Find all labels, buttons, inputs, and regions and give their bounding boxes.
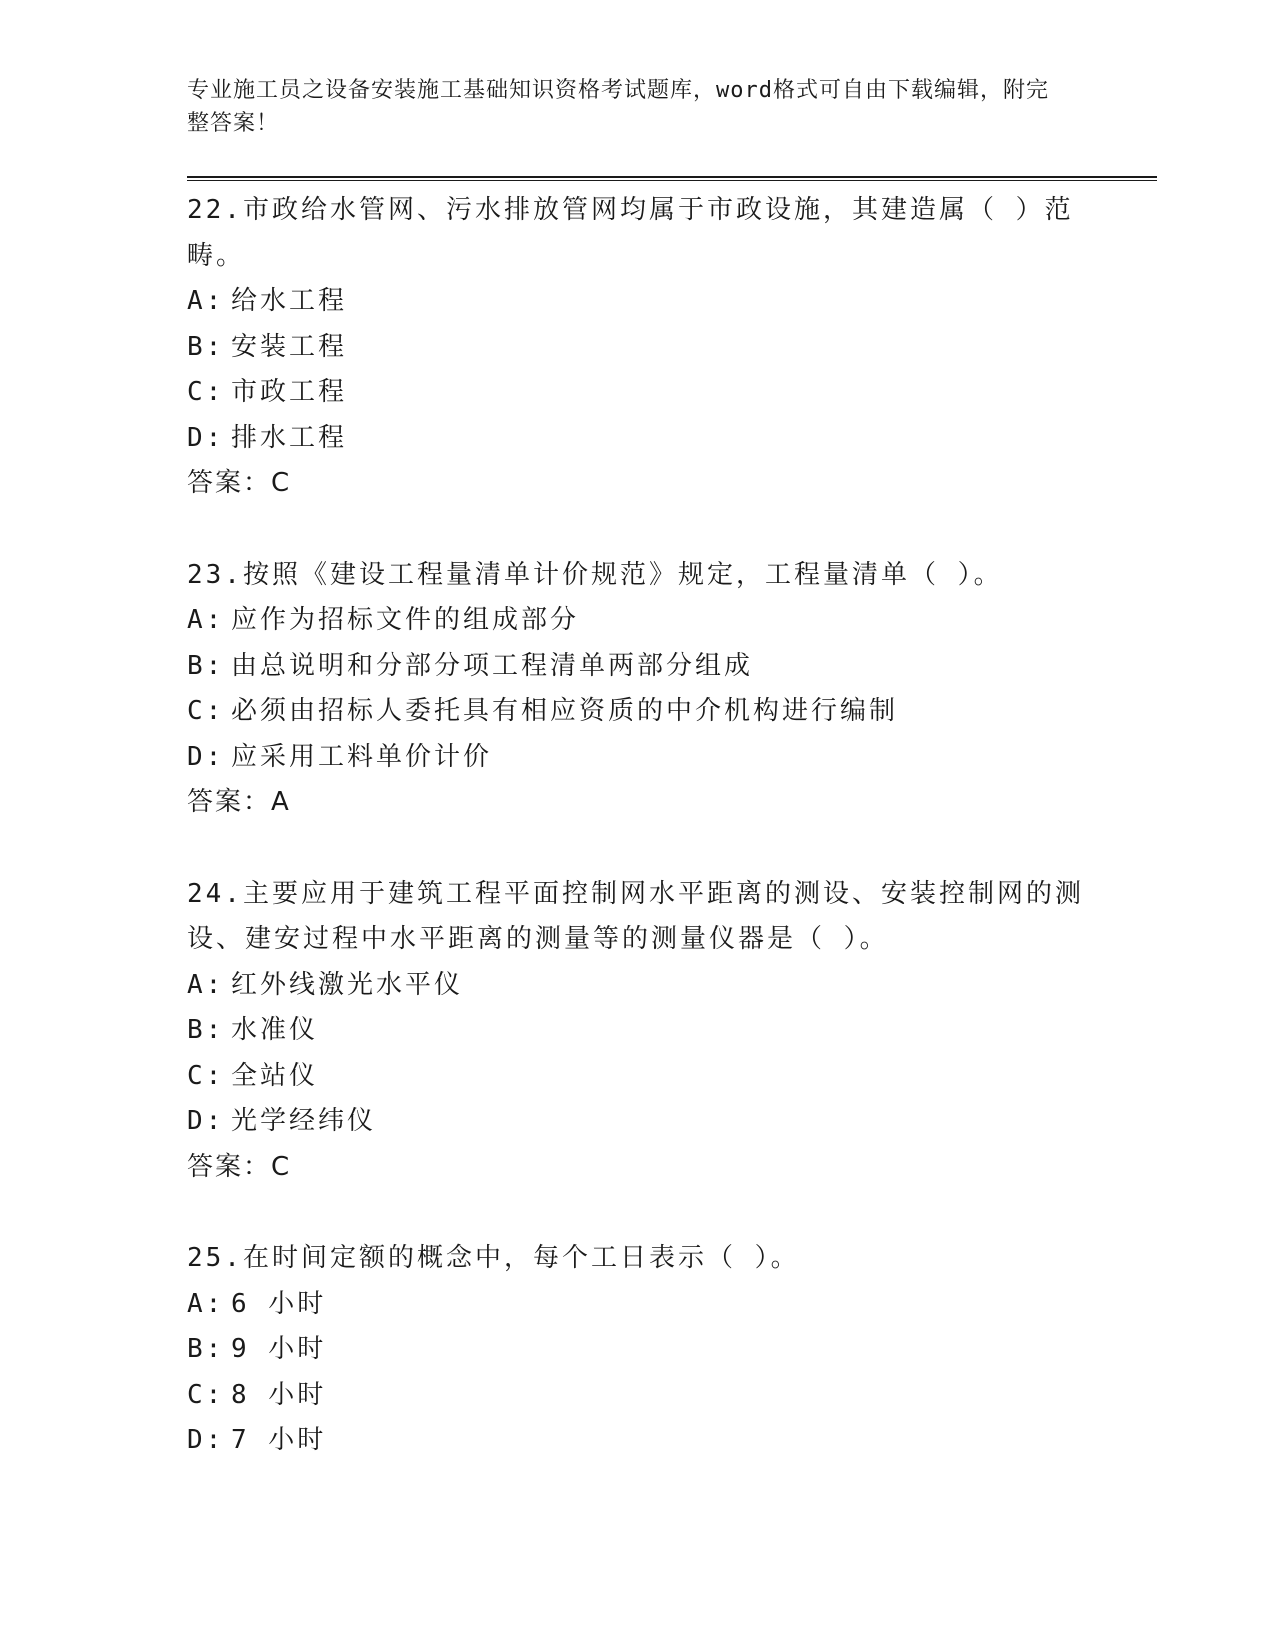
answer-line: 答案：C bbox=[187, 468, 292, 498]
answer-line: 答案：A bbox=[187, 787, 291, 817]
option-key: C: bbox=[187, 1379, 225, 1410]
option-text: 6 小时 bbox=[231, 1288, 327, 1319]
option-d bbox=[187, 1418, 1157, 1464]
option-b bbox=[187, 325, 1157, 371]
question-25 bbox=[187, 1236, 1157, 1464]
question-24 bbox=[187, 872, 1157, 1191]
answer-line: 答案：C bbox=[187, 1151, 292, 1182]
option-key: A: bbox=[187, 605, 225, 635]
option-text: 水准仪 bbox=[231, 1015, 319, 1045]
option-key: B: bbox=[187, 650, 225, 681]
option-a bbox=[187, 598, 1157, 644]
option-key: A: bbox=[187, 286, 225, 316]
option-b bbox=[187, 644, 1157, 690]
question-text: 25.在时间定额的概念中，每个工日表示（ ）。 bbox=[187, 1243, 800, 1273]
option-c bbox=[187, 1373, 1157, 1419]
option-key: B: bbox=[187, 1015, 225, 1045]
option-text: 红外线激光水平仪 bbox=[231, 969, 464, 1000]
option-c bbox=[187, 1054, 1157, 1100]
option-key: D: bbox=[187, 1425, 225, 1455]
option-text: 给水工程 bbox=[231, 286, 348, 316]
option-a bbox=[187, 279, 1157, 325]
option-d bbox=[187, 735, 1157, 781]
question-text: 22.市政给水管网、污水排放管网均属于市政设施，其建造属（ ）范畴。 bbox=[187, 195, 1074, 271]
option-d bbox=[187, 1099, 1157, 1145]
option-text: 市政工程 bbox=[231, 377, 348, 407]
option-text: 应作为招标文件的组成部分 bbox=[231, 605, 580, 635]
option-text: 安装工程 bbox=[231, 331, 348, 362]
option-text: 8 小时 bbox=[231, 1379, 327, 1410]
option-key: C: bbox=[187, 696, 225, 726]
header-divider bbox=[187, 176, 1157, 181]
option-b bbox=[187, 1327, 1157, 1373]
option-text: 9 小时 bbox=[231, 1334, 327, 1364]
question-23 bbox=[187, 553, 1157, 826]
option-key: A: bbox=[187, 969, 225, 1000]
option-text: 7 小时 bbox=[231, 1425, 327, 1455]
option-key: B: bbox=[187, 1334, 225, 1364]
option-b bbox=[187, 1008, 1157, 1054]
option-a bbox=[187, 1282, 1157, 1328]
option-text: 排水工程 bbox=[231, 422, 348, 453]
option-key: C: bbox=[187, 1060, 225, 1091]
question-text: 23.按照《建设工程量清单计价规范》规定，工程量清单（ ）。 bbox=[187, 559, 1003, 590]
question-22 bbox=[187, 188, 1157, 507]
option-text: 全站仪 bbox=[231, 1060, 319, 1091]
option-key: D: bbox=[187, 422, 225, 453]
option-text: 必须由招标人委托具有相应资质的中介机构进行编制 bbox=[231, 696, 899, 726]
question-text: 24.主要应用于建筑工程平面控制网水平距离的测设、安装控制网的测设、建安过程中水平距离的测量等的测量仪器是（ ）。 bbox=[187, 878, 1084, 954]
option-a bbox=[187, 963, 1157, 1009]
option-key: A: bbox=[187, 1288, 225, 1319]
option-text: 由总说明和分部分项工程清单两部分组成 bbox=[231, 650, 754, 681]
option-c bbox=[187, 689, 1157, 735]
option-d bbox=[187, 416, 1157, 462]
option-key: D: bbox=[187, 1106, 225, 1136]
option-key: B: bbox=[187, 331, 225, 362]
option-text: 光学经纬仪 bbox=[231, 1106, 377, 1136]
question-list bbox=[187, 188, 1157, 1510]
document-header: 专业施工员之设备安装施工基础知识资格考试题库，word格式可自由下载编辑，附完整答案！ bbox=[187, 78, 1049, 136]
option-text: 应采用工料单价计价 bbox=[231, 741, 493, 772]
option-key: D: bbox=[187, 741, 225, 772]
option-key: C: bbox=[187, 377, 225, 407]
option-c bbox=[187, 370, 1157, 416]
